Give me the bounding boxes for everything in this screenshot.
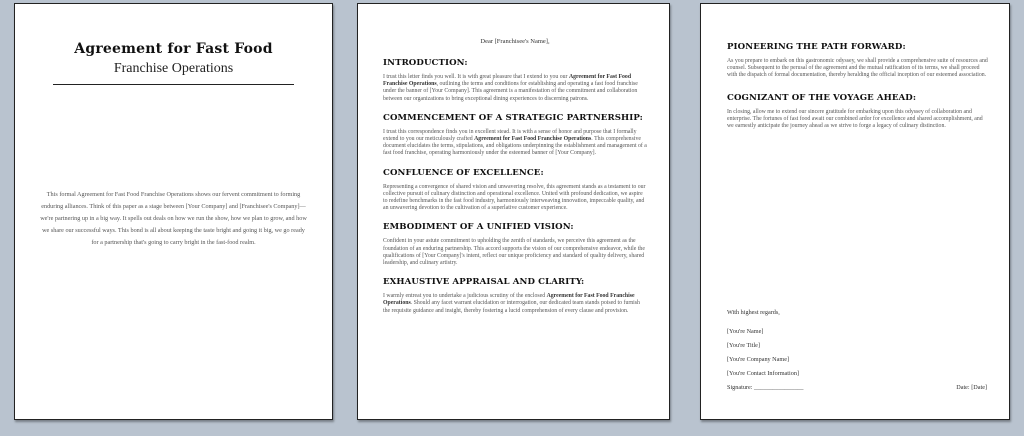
signature-row: [727, 384, 987, 391]
section-heading: INTRODUCTION:: [383, 58, 468, 68]
paragraph-text: I warmly entreat you to undertake a judicious scrutiny of the enclosed: [383, 293, 547, 300]
section-heading: CONFLUENCE OF EXCELLENCE:: [383, 167, 544, 178]
section-heading: EMBODIMENT OF A UNIFIED VISION:: [383, 222, 574, 233]
paragraph-text: I trust this correspondence finds you in excellent stead. It is with a sense of honor and purpose that I formally extend to you our meticulously crafted: [383, 128, 637, 143]
section-paragraph: [383, 74, 647, 103]
signature-line: Signature: ________________: [727, 384, 804, 391]
paragraph-text: I trust this letter finds you well. It is with great pleasure that I extend to you our: [383, 74, 569, 80]
section-paragraph: [383, 129, 647, 158]
section-heading: COMMENCEMENT OF A STRATEGIC PARTNERSHIP:: [383, 112, 643, 123]
sender-company: [You're Company Name]: [727, 356, 790, 363]
section-paragraph: As you prepare to embark on this gastronomic odyssey, we shall provide a comprehensive suite of resources and counsel. Subsequent to the perusal of the agreement and the mutual ratification of its terms, we shall proceed with the dispatch of formal documentation, thereby heralding the official inception of our esteemed association.: [727, 58, 988, 79]
section-paragraph: [383, 184, 647, 213]
cover-page: [14, 3, 333, 420]
date-field: Date: [Date]: [956, 384, 987, 391]
section-heading: EXHAUSTIVE APPRAISAL AND CLARITY:: [383, 277, 585, 288]
paragraph-text: Representing a convergence of shared vision and unwavering resolve, this agreement stands as a testament to our collective pursuit of culinary distinction and operational excellence. United with profound dedication, we aspire to redefine benchmarks in the fast food industry, harmoniously interweaving innovation, impeccable quality, and an unwavering devotion to the cultivation of a superlative customer experience.: [383, 183, 646, 212]
closing-body: [727, 42, 989, 130]
section-paragraph: In closing, allow me to extend our sincere gratitude for embarking upon this odyssey of collaboration and enterprise. The fortunes of fast food await our combined ardor for excellence and shared accomplishment, and we earnestly anticipate the journey ahead as we strive to forge a legacy of culinary distinction.: [727, 108, 983, 130]
section-heading: PIONEERING THE PATH FORWARD:: [727, 42, 906, 52]
paragraph-text: . Should any facet warrant elucidation or interrogation, our dedicated team stands poised to furnish the requisite guidance and insight, thereby fostering a lucid comprehension of every clause and provision.: [383, 300, 640, 314]
signature-block: [727, 309, 987, 391]
document-subtitle: Franchise Operations: [113, 61, 234, 76]
salutation: Dear [Franchisee's Name],: [480, 38, 550, 45]
closing-page: [700, 3, 1010, 420]
emphasized-text: Agreement for Fast Food Franchise Operations: [383, 293, 635, 307]
section-paragraph: [383, 293, 647, 315]
letter-page: [357, 3, 670, 420]
sender-name: [You're Name]: [727, 328, 764, 335]
paragraph-text: . This comprehensive document elucidates the terms, stipulations, and obligations underpinning the establishment and management of a fast food franchise, operating harmoniously under the esteemed banner of [Your Company].: [383, 136, 647, 157]
paragraph-text: Confident in your astute commitment to upholding the zenith of standards, we perceive this agreement as the foundation of an enduring partnership. This accord supports the vision of our comprehensive endeavor, while the qualifications of [Your Company]'s intent, reflect our unique proficiency and standard of quality delivery, shared leadership, and culinary artistry.: [383, 238, 645, 267]
document-title: Agreement for Fast Food: [74, 41, 273, 57]
emphasized-text: Agreement for Fast Food Franchise Operations: [474, 136, 592, 143]
title-divider: [53, 84, 294, 85]
emphasized-text: Agreement for Fast Food Franchise Operations: [383, 74, 632, 88]
closing-regards: With highest regards,: [727, 309, 780, 316]
letter-body: [383, 38, 647, 315]
sender-contact: [You're Contact Information]: [727, 370, 799, 377]
paragraph-text: , outlining the terms and conditions for establishing and operating a fast food franchise under the banner of [Your Company]. This agreement is a manifestation of the commitment and collaboration between our organizations to bring exceptional dining experiences to discerning patrons.: [383, 81, 638, 102]
section-paragraph: [383, 238, 647, 267]
sender-title: [You're Title]: [727, 342, 760, 349]
section-heading: COGNIZANT OF THE VOYAGE AHEAD:: [727, 92, 917, 103]
cover-intro-paragraph: This formal Agreement for Fast Food Franchise Operations shows our fervent commitment to forming enduring alliances. Think of this paper as a stage between [Your Company] and [Franchisee's Company]—we're partnering up in a big way. It spells out deals on how we run the show, how we plan to grow, and how we share our successful ways. This bond is all about keeping the taste bright and going it big, we go ready for a partnership that's going to carry bright in the fast-food realm.: [40, 191, 307, 246]
